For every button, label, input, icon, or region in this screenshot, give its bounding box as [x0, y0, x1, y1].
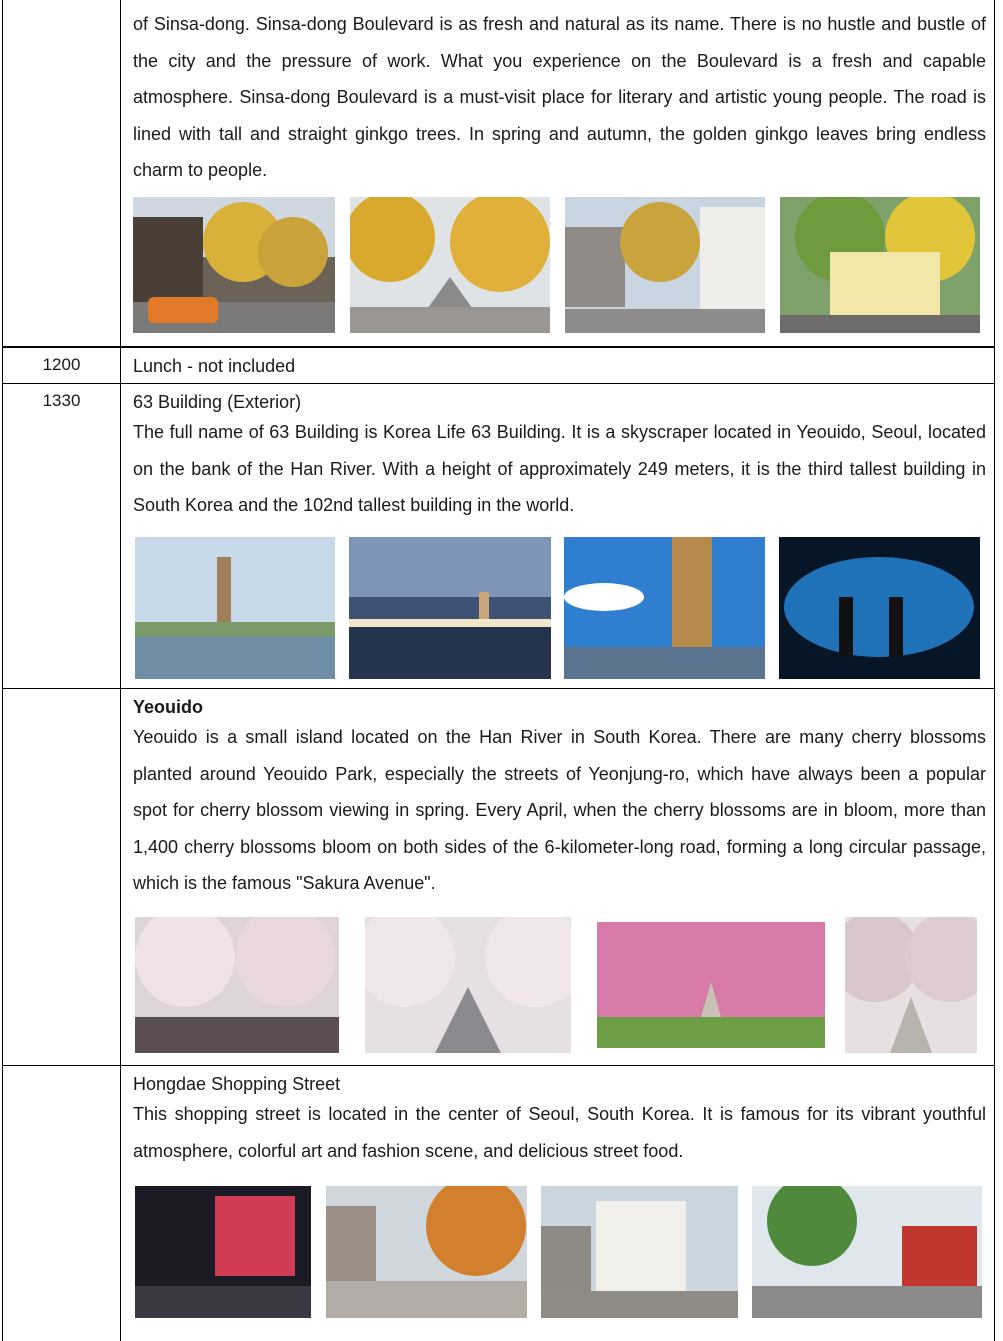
itinerary-row-sinsa	[2, 0, 995, 347]
lunch-title: Lunch - not included	[133, 356, 296, 376]
yeouido-title: Yeouido	[133, 697, 204, 717]
sinsa-description: of Sinsa-dong. Sinsa-dong Boulevard is as fresh and natural as its name. There is no hustle and bustle of the city and the pressure of work. What you experience on the Boulevard is a fresh and capable atmosphere. Sinsa-dong Boulevard is a must-visit place for literary and artistic young people. The road is lined with tall and straight ginkgo trees. In spring and autumn, the golden ginkgo leaves bring endless charm to people.	[133, 14, 986, 180]
hongdae-description: This shopping street is located in the center of Seoul, South Korea. It is famous for its vibrant youthful atmosphere, colorful art and fashion scene, and delicious street food.	[133, 1104, 986, 1161]
63-building-description: The full name of 63 Building is Korea Life 63 Building. It is a skyscraper located in Yeouido, Seoul, located on the bank of the Han River. With a height of approximately 249 meters, it is the third tallest building in South Korea and the 102nd tallest building in the world.	[133, 422, 986, 515]
hongdae-photo-2	[326, 1186, 527, 1318]
yeouido-description: Yeouido is a small island located on the Han River in South Korea. There are many cherry blossoms planted around Yeouido Park, especially the streets of Yeonjung-ro, which have always been a popular spot for cherry blossom viewing in spring. Every April, when the cherry blossoms are in bloom, more than 1,400 cherry blossoms bloom on both sides of the 6-kilometer-long road, forming a long circular passage, which is the famous "Sakura Avenue".	[133, 727, 986, 893]
63-building-photo-3	[564, 537, 765, 679]
63-building-photo-4	[779, 537, 980, 679]
time-cell: 1200	[3, 348, 121, 383]
sinsa-photo-2	[350, 197, 550, 333]
time-cell	[3, 0, 121, 346]
itinerary-row-lunch	[2, 347, 995, 384]
hongdae-photo-1	[135, 1186, 311, 1318]
time-cell	[3, 1066, 121, 1341]
hongdae-photo-4	[752, 1186, 982, 1318]
hongdae-title: Hongdae Shopping Street	[133, 1074, 341, 1094]
sinsa-photo-4	[780, 197, 980, 333]
hongdae-photo-3	[541, 1186, 738, 1318]
time-cell: 1330	[3, 384, 121, 688]
itinerary-row-hongdae	[2, 1066, 995, 1341]
time-cell	[3, 689, 121, 1065]
63-building-title: 63 Building (Exterior)	[133, 392, 302, 412]
63-building-photo-1	[135, 537, 335, 679]
yeouido-photo-4	[845, 917, 977, 1053]
63-building-photo-2	[349, 537, 551, 679]
yeouido-photo-2	[365, 917, 571, 1053]
sinsa-photo-3	[565, 197, 765, 333]
itinerary-row-63-building	[2, 384, 995, 689]
yeouido-photo-1	[135, 917, 339, 1053]
yeouido-photo-3	[597, 922, 825, 1048]
sinsa-photo-1	[133, 197, 335, 333]
itinerary-row-yeouido	[2, 689, 995, 1066]
